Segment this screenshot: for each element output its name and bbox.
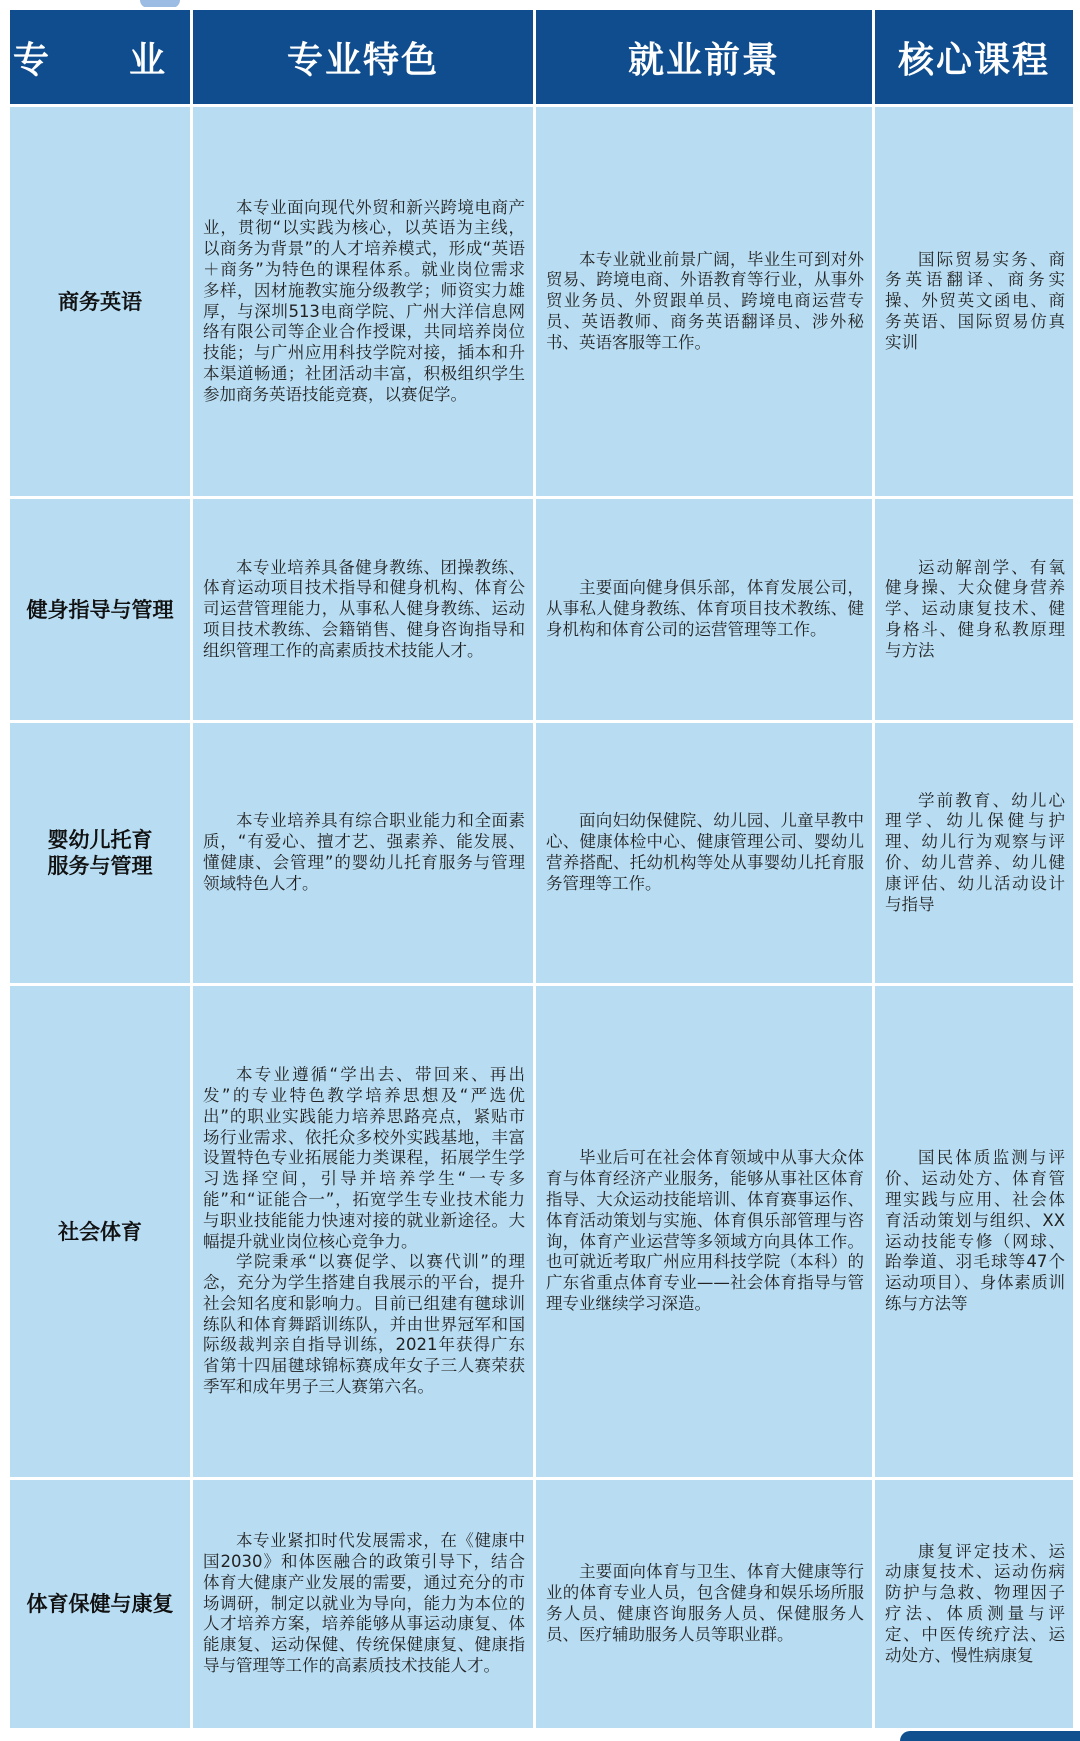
table-row <box>9 106 1075 498</box>
features-text: 本专业紧扣时代发展需求，在《健康中国2030》和体医融合的政策引导下，结合体育大健康产业发展的需要，通过充分的市场调研，制定以就业为导向，能力为本位的人才培养方案，培养能够从事运动康复、体能康复、运动保健、传统保健康复、健康指导与管理等工作的高素质技术技能人才。 <box>203 1531 525 1675</box>
prospects-cell <box>535 498 874 722</box>
bottom-decoration <box>900 1731 1080 1741</box>
major-name-text: 婴幼儿托育 服务与管理 <box>47 828 153 878</box>
table-row <box>9 985 1075 1479</box>
courses-cell <box>874 1479 1075 1730</box>
features-text: 本专业培养具备健身教练、团操教练、体育运动项目技术指导和健身机构、体育公司运营管理能力，从事私人健身教练、运动项目技术教练、会籍销售、健身咨询指导和组织管理工作的高素质技术技能人才。 <box>203 557 525 660</box>
courses-cell <box>874 722 1075 985</box>
prospects-cell <box>535 106 874 498</box>
features-text: 本专业面向现代外贸和新兴跨境电商产业，贯彻“以实践为核心，以英语为主线，以商务为背景”的人才培养模式，形成“英语＋商务”为特色的课程体系。就业岗位需求多样，因材施教实施分级教学；师资实力雄厚，与深圳513电商学院、广州大洋信息网络有限公司等企业合作授课，共同培养岗位技能；与广州应用科技学院对接，插本和升本渠道畅通；社团活动丰富，积极组织学生参加商务英语技能竞赛，以赛促学。 <box>203 197 525 404</box>
header-prospects: 就业前景 <box>535 9 874 106</box>
courses-text: 运动解剖学、有氧健身操、大众健身营养学、运动康复技术、健身格斗、健身私教原理与方法 <box>885 557 1065 660</box>
header-features: 专业特色 <box>192 9 535 106</box>
prospects-text: 主要面向体育与卫生、体育大健康等行业的体育专业人员，包含健身和娱乐场所服务人员、健康咨询服务人员、保健服务人员、医疗辅助服务人员等职业群。 <box>546 1562 864 1644</box>
features-text-2: 学院秉承“以赛促学、以赛代训”的理念，充分为学生搭建自我展示的平台，提升社会知名度和影响力。目前已组建有毽球训练队和体育舞蹈训练队，并由世界冠军和国际级裁判亲自指导训练，2021年获得广东省第十四届毽球锦标赛成年女子三人赛荣获季军和成年男子三人赛第六名。 <box>203 1252 525 1397</box>
table-header-row <box>9 9 1075 106</box>
courses-cell <box>874 498 1075 722</box>
features-cell <box>192 498 535 722</box>
courses-text: 国际贸易实务、商务英语翻译、商务实操、外贸英文函电、商务英语、国际贸易仿真实训 <box>885 249 1065 352</box>
major-name: 商务英语 <box>9 106 192 498</box>
courses-cell <box>874 985 1075 1479</box>
prospects-text: 本专业就业前景广阔，毕业生可到对外贸易、跨境电商、外语教育等行业，从事外贸业务员、外贸跟单员、跨境电商运营专员、英语教师、商务英语翻译员、涉外秘书、英语客服等工作。 <box>546 249 864 352</box>
prospects-cell <box>535 985 874 1479</box>
courses-cell <box>874 106 1075 498</box>
courses-text: 康复评定技术、运动康复技术、运动伤病防护与急救、物理因子疗法、体质测量与评定、中医传统疗法、运动处方、慢性病康复 <box>885 1541 1065 1665</box>
prospects-text: 毕业后可在社会体育领域中从事大众体育与体育经济产业服务，能够从事社区体育指导、大众运动技能培训、体育赛事运作、体育活动策划与实施、体育俱乐部管理与咨询，体育产业运营等多领域方向具体工作。也可就近考取广州应用科技学院（本科）的广东省重点体育专业——社会体育指导与管理专业继续学习深造。 <box>546 1148 864 1313</box>
prospects-cell <box>535 722 874 985</box>
table-row <box>9 498 1075 722</box>
header-courses: 核心课程 <box>874 9 1075 106</box>
prospects-cell <box>535 1479 874 1730</box>
header-major: 专 业 <box>9 9 192 106</box>
features-cell <box>192 1479 535 1730</box>
prospects-text: 主要面向健身俱乐部，体育发展公司，从事私人健身教练、体育项目技术教练、健身机构和体育公司的运营管理等工作。 <box>546 578 864 639</box>
major-name <box>9 722 192 985</box>
features-cell <box>192 106 535 498</box>
features-text: 本专业遵循“学出去、带回来、再出发”的专业特色教学培养思想及“严选优出”的职业实践能力培养思路亮点，紧贴市场行业需求、依托众多校外实践基地，丰富设置特色专业拓展能力类课程，拓展学生学习选择空间，引导并培养学生“一专多能”和“证能合一”，拓宽学生专业技术能力与职业技能能力快速对接的就业新途径。大幅提升就业岗位核心竞争力。 <box>203 1065 525 1251</box>
courses-text: 国民体质监测与评价、运动处方、体育管理实践与应用、社会体育活动策划与组织、XX运动技能专修（网球、跆拳道、羽毛球等47个运动项目）、身体素质训练与方法等 <box>885 1148 1065 1313</box>
major-name: 社会体育 <box>9 985 192 1479</box>
majors-table <box>7 7 1076 1731</box>
features-text: 本专业培养具有综合职业能力和全面素质，“有爱心、擅才艺、强素养、能发展、懂健康、会管理”的婴幼儿托育服务与管理领域特色人才。 <box>203 811 525 893</box>
major-name: 健身指导与管理 <box>9 498 192 722</box>
major-name: 体育保健与康复 <box>9 1479 192 1730</box>
prospects-text: 面向妇幼保健院、幼儿园、儿童早教中心、健康体检中心、健康管理公司、婴幼儿营养搭配、托幼机构等处从事婴幼儿托育服务管理等工作。 <box>546 811 864 893</box>
table-row <box>9 722 1075 985</box>
table-row <box>9 1479 1075 1730</box>
features-cell <box>192 722 535 985</box>
courses-text: 学前教育、幼儿心理学、幼儿保健与护理、幼儿行为观察与评价、幼儿营养、幼儿健康评估、幼儿活动设计与指导 <box>885 790 1065 914</box>
features-cell <box>192 985 535 1479</box>
